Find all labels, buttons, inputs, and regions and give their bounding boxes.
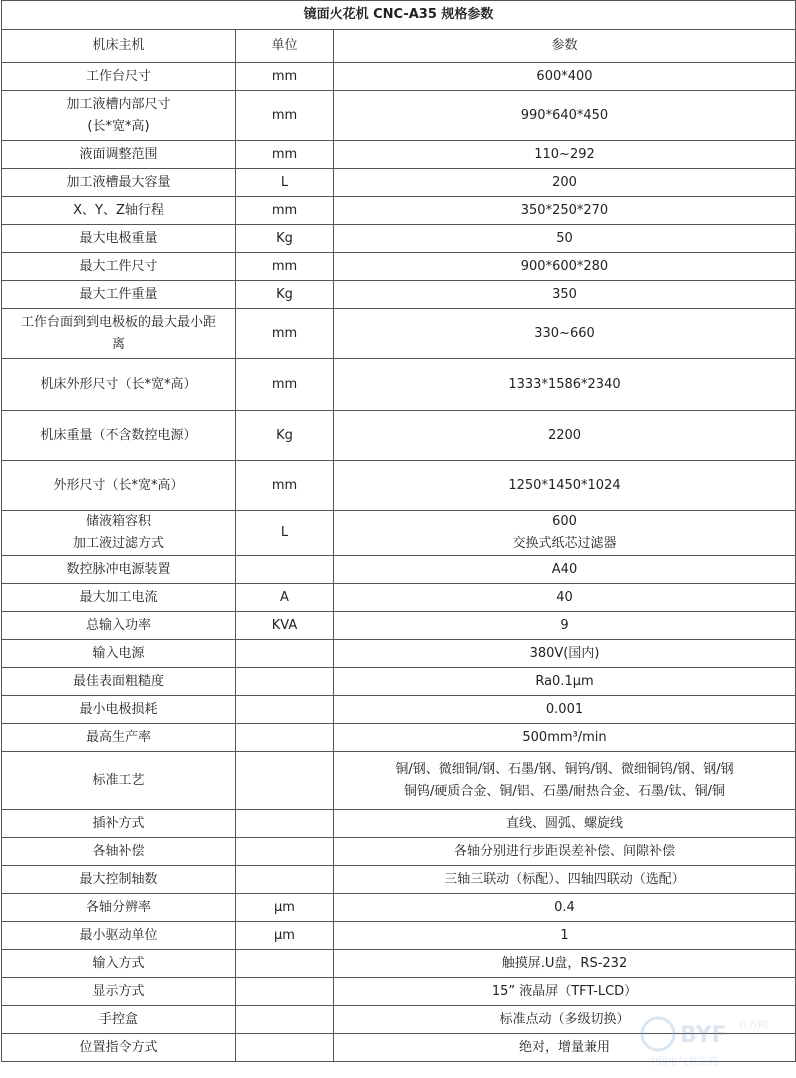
param-value-line: 标准点动（多级切换） (499, 1011, 630, 1027)
param-name (2, 668, 236, 696)
param-name (2, 584, 236, 612)
param-value (334, 838, 796, 866)
watermark-tag: 自方网 (738, 1020, 768, 1031)
param-value-line: 铜/钢、微细铜/钢、石墨/钢、铜钨/钢、微细铜钨/钢、钢/钢 (395, 761, 734, 777)
param-value-line: Ra0.1μm (535, 673, 594, 689)
table-row (2, 1034, 796, 1062)
param-value (334, 1034, 796, 1062)
param-value-line: 铜钨/硬质合金、铜/铝、石墨/耐热合金、石墨/钛、铜/铜 (404, 783, 725, 799)
param-value-line: 600 (552, 514, 577, 529)
table-row (2, 169, 796, 197)
param-unit (236, 1006, 334, 1034)
header-unit: 单位 (236, 30, 334, 63)
param-name-line: 储液箱容积 (85, 514, 151, 529)
param-name-line: 手控盒 (98, 1011, 138, 1027)
param-name-line: 标准工艺 (92, 772, 145, 788)
table-row (2, 894, 796, 922)
param-unit: mm (236, 461, 334, 511)
table-row (2, 253, 796, 281)
param-name-line: 离 (111, 336, 125, 352)
param-value-line: 200 (552, 174, 577, 190)
param-name-line: 最大工件尺寸 (79, 258, 158, 274)
param-value (334, 1006, 796, 1034)
param-value (334, 922, 796, 950)
param-unit (236, 950, 334, 978)
table-row (2, 91, 796, 141)
param-name-line: 加工液槽最大容量 (66, 174, 171, 190)
param-value (334, 724, 796, 752)
table-row (2, 1006, 796, 1034)
param-name-line: 工作台面到到电极板的最大最小距 (20, 314, 216, 330)
param-value (334, 640, 796, 668)
param-value (334, 584, 796, 612)
param-value (334, 309, 796, 359)
header-params: 参数 (334, 30, 796, 63)
table-row (2, 922, 796, 950)
param-value-line: 绝对，增量兼用 (518, 1039, 610, 1055)
param-unit: L (236, 169, 334, 197)
param-unit: L (236, 511, 334, 556)
param-value (334, 141, 796, 169)
title-row (2, 1, 796, 30)
param-unit: μm (236, 922, 334, 950)
param-value-line: 0.001 (545, 701, 584, 717)
param-value-line: 40 (556, 589, 573, 605)
param-unit (236, 640, 334, 668)
table-row (2, 141, 796, 169)
param-unit: mm (236, 253, 334, 281)
param-value-line: 990*640*450 (520, 107, 609, 123)
param-unit: Kg (236, 281, 334, 309)
header-machine: 机床主机 (2, 30, 236, 63)
param-unit (236, 978, 334, 1006)
table-row (2, 411, 796, 461)
param-unit (236, 866, 334, 894)
param-name (2, 894, 236, 922)
table-row (2, 950, 796, 978)
table-row (2, 197, 796, 225)
table-row (2, 281, 796, 309)
param-name-line: 输入电源 (92, 645, 145, 661)
param-value-line: 50 (556, 230, 573, 246)
param-value (334, 359, 796, 411)
param-value-line: 1250*1450*1024 (508, 477, 621, 493)
param-name-line: 机床重量（不含数控电源） (40, 427, 197, 443)
param-unit (236, 810, 334, 838)
param-value (334, 281, 796, 309)
param-unit (236, 556, 334, 584)
table-row (2, 866, 796, 894)
param-name (2, 281, 236, 309)
param-value (334, 63, 796, 91)
param-value-line: 2200 (547, 427, 582, 443)
table-row (2, 810, 796, 838)
param-name (2, 63, 236, 91)
param-name-line: 最大工件重量 (79, 286, 158, 302)
param-value (334, 169, 796, 197)
table-row (2, 668, 796, 696)
param-unit: mm (236, 141, 334, 169)
param-value-line: A40 (551, 561, 578, 577)
param-value-line: 交换式纸芯过滤器 (512, 536, 617, 551)
param-unit: A (236, 584, 334, 612)
param-name (2, 1006, 236, 1034)
param-name (2, 91, 236, 141)
param-unit: Kg (236, 225, 334, 253)
param-value (334, 511, 796, 556)
param-name (2, 169, 236, 197)
param-value-line: 触摸屏.U盘，RS-232 (501, 955, 628, 971)
param-unit (236, 668, 334, 696)
param-name-line: 最大电极重量 (79, 230, 158, 246)
param-value-line: 110~292 (534, 146, 595, 162)
table-row (2, 309, 796, 359)
param-value-line: 1333*1586*2340 (508, 376, 621, 392)
param-name (2, 950, 236, 978)
table-row (2, 724, 796, 752)
table-row (2, 556, 796, 584)
param-name-line: 显示方式 (92, 983, 145, 999)
param-name (2, 556, 236, 584)
param-value-line: 350*250*270 (520, 202, 609, 218)
table-row (2, 461, 796, 511)
table-row (2, 978, 796, 1006)
table-row (2, 225, 796, 253)
param-value (334, 225, 796, 253)
param-unit (236, 724, 334, 752)
param-value-line: 各轴分别进行步距误差补偿、间隙补偿 (453, 843, 675, 859)
table-row (2, 838, 796, 866)
param-value-line: 1 (560, 927, 569, 943)
param-value (334, 894, 796, 922)
param-value-line: 500mm³/min (522, 729, 607, 745)
param-name-line: 各轴分辨率 (85, 899, 151, 915)
param-unit: Kg (236, 411, 334, 461)
param-unit: mm (236, 197, 334, 225)
param-value (334, 810, 796, 838)
param-value-line: 380V(国内) (529, 645, 600, 661)
table-row (2, 63, 796, 91)
table-row (2, 612, 796, 640)
param-name (2, 978, 236, 1006)
table-row (2, 584, 796, 612)
param-name-line: 最高生产率 (85, 729, 151, 745)
param-name-line: 最佳表面粗糙度 (72, 673, 164, 689)
param-value-line: 直线、圆弧、螺旋线 (505, 815, 623, 831)
table-row (2, 640, 796, 668)
header-row (2, 30, 796, 63)
param-name-line: 总输入功率 (85, 617, 151, 633)
param-unit (236, 752, 334, 810)
param-name (2, 612, 236, 640)
param-name (2, 141, 236, 169)
param-name-line: 最小电极损耗 (79, 701, 158, 717)
param-value (334, 752, 796, 810)
param-unit: mm (236, 359, 334, 411)
param-value (334, 866, 796, 894)
param-value-line: 350 (552, 286, 577, 302)
param-value (334, 556, 796, 584)
param-name-line: 各轴补偿 (92, 843, 145, 859)
param-name-line: 液面调整范围 (79, 146, 158, 162)
param-value (334, 253, 796, 281)
param-value (334, 411, 796, 461)
param-unit (236, 696, 334, 724)
table-row (2, 359, 796, 411)
param-name-line: 外形尺寸（长*宽*高） (53, 477, 184, 493)
param-name (2, 309, 236, 359)
param-value (334, 197, 796, 225)
param-name (2, 866, 236, 894)
param-value (334, 612, 796, 640)
param-value (334, 950, 796, 978)
param-value-line: 9 (560, 617, 569, 633)
param-name (2, 461, 236, 511)
param-name-line: 加工液过滤方式 (72, 536, 164, 551)
table-row (2, 752, 796, 810)
param-unit: μm (236, 894, 334, 922)
param-name-line: 输入方式 (92, 955, 145, 971)
param-value-line: 0.4 (554, 899, 575, 915)
param-unit: KVA (236, 612, 334, 640)
param-value-line: 600*400 (536, 68, 593, 84)
param-value (334, 461, 796, 511)
param-name (2, 197, 236, 225)
param-name-line: X、Y、Z轴行程 (73, 202, 164, 218)
param-value-line: 三轴三联动（标配）、四轴四联动（选配） (444, 871, 685, 887)
param-name (2, 838, 236, 866)
param-unit: mm (236, 309, 334, 359)
watermark-brand: BYF (680, 1023, 727, 1048)
param-name (2, 225, 236, 253)
param-name-line: 插补方式 (92, 815, 145, 831)
param-name (2, 922, 236, 950)
param-value (334, 696, 796, 724)
param-name-line: 机床外形尺寸（长*宽*高） (40, 376, 197, 392)
param-unit (236, 1034, 334, 1062)
param-name-line: 加工液槽内部尺寸 (66, 96, 171, 112)
param-name (2, 411, 236, 461)
param-name (2, 359, 236, 411)
param-name (2, 640, 236, 668)
param-name-line: 数控脉冲电源装置 (66, 561, 171, 577)
watermark-subtitle: 中国电气供应商 (648, 1057, 718, 1068)
param-name-line: (长*宽*高) (87, 118, 150, 134)
table-row (2, 696, 796, 724)
param-value (334, 978, 796, 1006)
spec-table (1, 0, 796, 1062)
param-unit: mm (236, 63, 334, 91)
table-row (2, 511, 796, 556)
param-unit (236, 838, 334, 866)
param-name (2, 511, 236, 556)
param-name-line: 最大控制轴数 (79, 871, 158, 887)
param-name (2, 810, 236, 838)
param-name-line: 最小驱动单位 (79, 927, 158, 943)
param-name (2, 724, 236, 752)
param-value-line: 900*600*280 (520, 258, 609, 274)
param-value-line: 15” 液晶屏（TFT-LCD） (491, 983, 638, 999)
param-name (2, 253, 236, 281)
param-value (334, 91, 796, 141)
param-name (2, 696, 236, 724)
param-name (2, 1034, 236, 1062)
param-name-line: 工作台尺寸 (85, 68, 151, 84)
param-name-line: 最大加工电流 (79, 589, 158, 605)
param-name (2, 752, 236, 810)
param-value (334, 668, 796, 696)
param-unit: mm (236, 91, 334, 141)
param-value-line: 330~660 (534, 325, 595, 341)
param-name-line: 位置指令方式 (79, 1039, 158, 1055)
table-title: 镜面火花机 CNC-A35 规格参数 (2, 1, 796, 30)
